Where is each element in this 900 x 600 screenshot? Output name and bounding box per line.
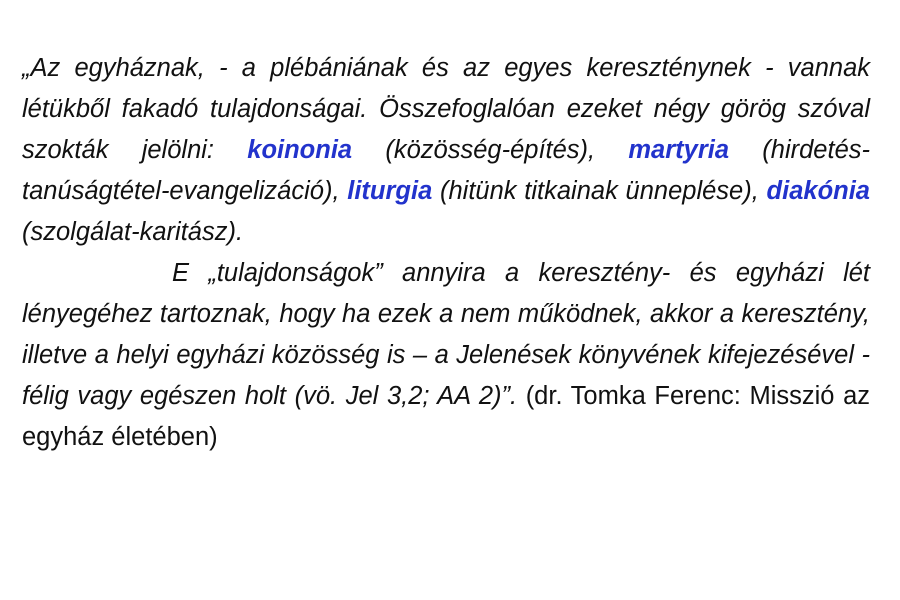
source-attribution: (dr. Tomka Ferenc: Misszió az egyház életében) xyxy=(22,382,871,451)
paragraph-2 xyxy=(22,253,870,458)
quote-run-3: (hirdetés-tanúságtétel-evangelizáció), xyxy=(22,136,870,205)
quote-text-block xyxy=(22,48,870,458)
term-koinonia: koinonia xyxy=(247,136,353,164)
term-liturgia: liturgia xyxy=(347,177,433,205)
quote-run-5: (szolgálat-karitász). xyxy=(22,218,244,246)
quote-run-6: E „tulajdonságok” annyira a keresztény- és egyházi lét lényegéhez tartoznak, hogy ha ezek a nem működnek, akkor a keresztény, illetve a helyi egyházi közösség is – a Jelenések könyvének kifejezésével - félig vagy egészen holt (vö. Jel 3,2; AA 2)”. xyxy=(22,259,870,410)
quote-run-4: (hitünk titkainak ünneplése), xyxy=(432,177,767,205)
quote-run-1: „Az egyháznak, - a plébániának és az egyes kereszténynek - vannak létükből fakadó tulajdonságai. Összefoglalóan ezeket négy görög szóval szokták jelölni: xyxy=(22,54,870,164)
term-martyria: martyria xyxy=(628,136,730,164)
term-diakonia: diakónia xyxy=(766,177,870,205)
paragraph-1 xyxy=(22,48,870,253)
quote-run-2: (közösség-építés), xyxy=(352,136,629,164)
